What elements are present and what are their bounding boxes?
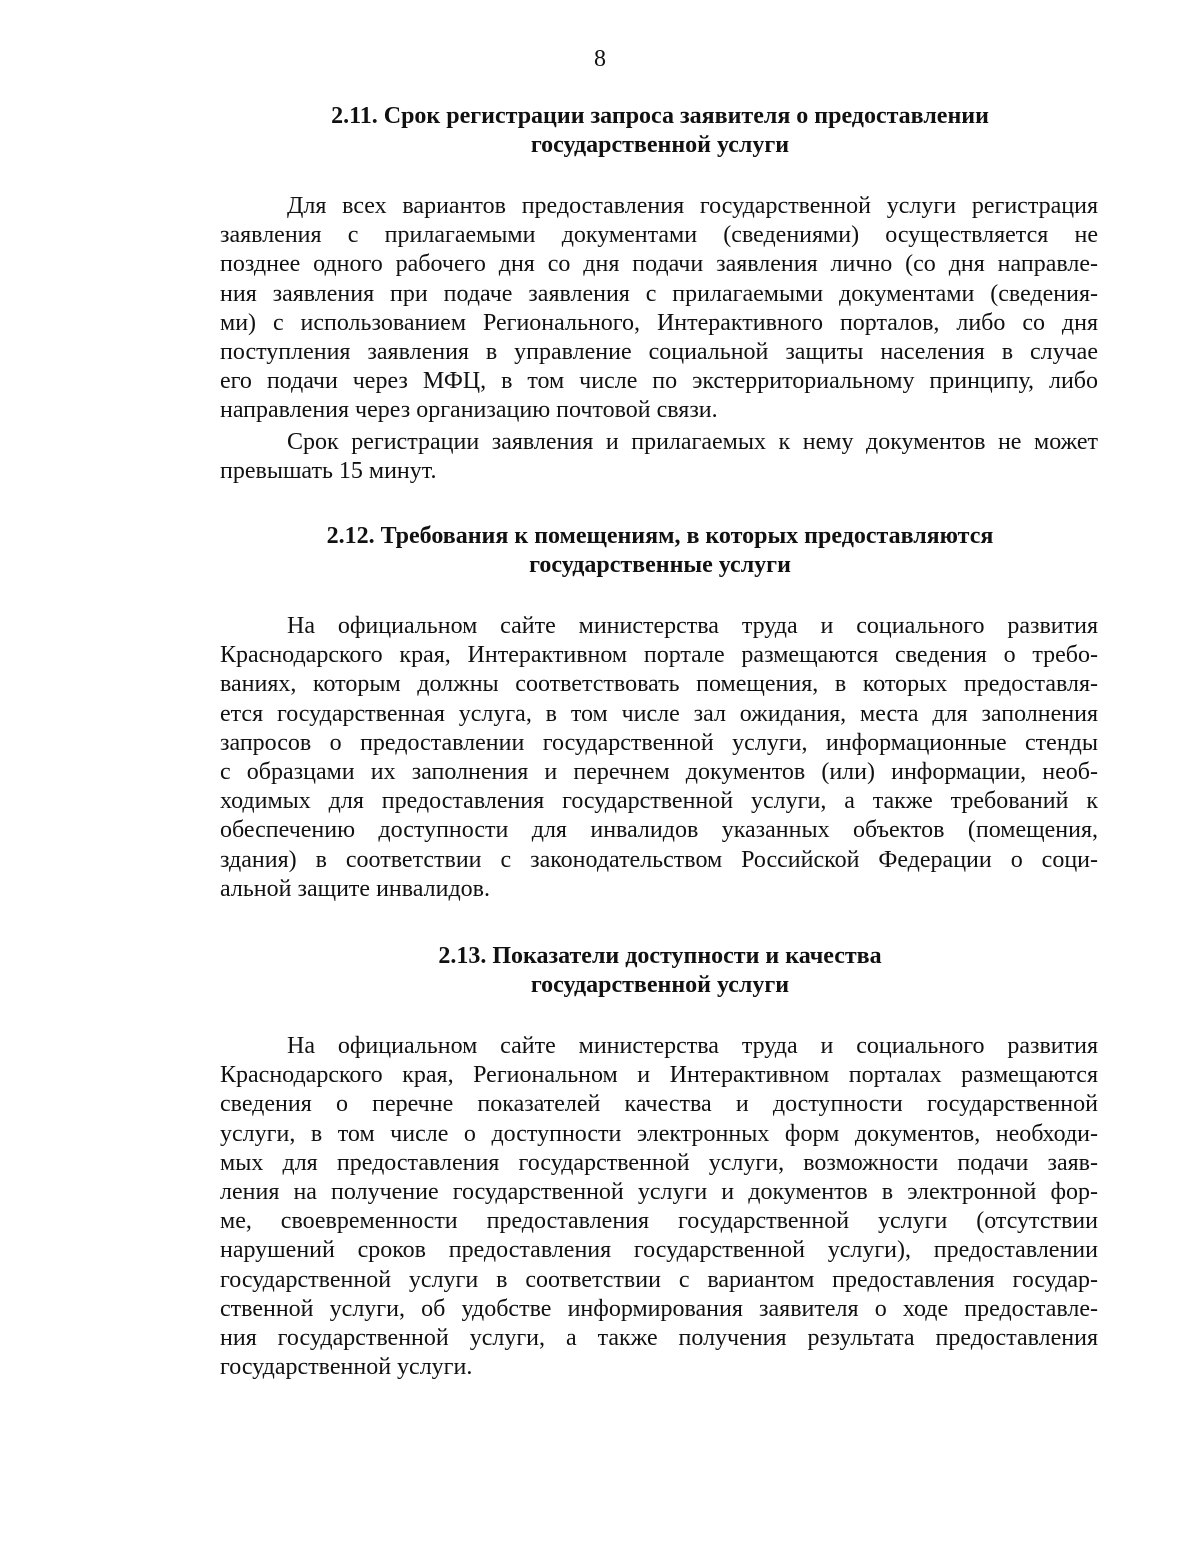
text-line: мых для предоставления государственной услуги, возможности подачи заяв-	[220, 1149, 1098, 1176]
section-heading-2-13	[220, 942, 1100, 1000]
text-line: ми) с использованием Регионального, Интерактивного порталов, либо со дня	[220, 309, 1098, 336]
text-line: Срок регистрации заявления и прилагаемых к нему документов не может	[287, 429, 1098, 455]
text-line: здания) в соответствии с законодательством Российской Федерации о соци-	[220, 846, 1098, 873]
text-line: государственной услуги.	[220, 1354, 473, 1381]
text-line: с образцами их заполнения и перечнем документов (или) информации, необ-	[220, 758, 1098, 785]
text-line: заявления с прилагаемыми документами (сведениями) осуществляется не	[220, 222, 1098, 249]
section-heading-2-11	[220, 102, 1100, 160]
text-line: На официальном сайте министерства труда и социального развития	[287, 1033, 1098, 1059]
text-line: направления через организацию почтовой связи.	[220, 397, 718, 424]
paragraph	[220, 428, 1098, 486]
heading-line: 2.12. Требования к помещениям, в которых предоставляются	[326, 523, 994, 549]
paragraph	[220, 192, 1098, 426]
text-line: ния заявления при подаче заявления с прилагаемыми документами (сведения-	[220, 280, 1098, 307]
text-line: ления на получение государственной услуги и документов в электронной фор-	[220, 1178, 1098, 1205]
text-line: Краснодарского края, Региональном и Интерактивном порталах размещаются	[220, 1062, 1098, 1089]
heading-line: 2.11. Срок регистрации запроса заявителя о предоставлении	[331, 103, 989, 129]
text-line: его подачи через МФЦ, в том числе по экстерриториальному принципу, либо	[220, 368, 1098, 395]
text-line: Для всех вариантов предоставления государственной услуги регистрация	[287, 193, 1098, 219]
paragraph	[220, 612, 1098, 904]
text-line: сведения о перечне показателей качества и доступности государственной	[220, 1091, 1098, 1118]
text-line: ственной услуги, об удобстве информирования заявителя о ходе предоставле-	[220, 1295, 1098, 1322]
text-line: государственной услуги в соответствии с вариантом предоставления государ-	[220, 1266, 1098, 1293]
text-line: ваниях, которым должны соответствовать помещения, в которых предоставля-	[220, 671, 1098, 698]
text-line: нарушений сроков предоставления государственной услуги), предоставлении	[220, 1237, 1098, 1264]
text-line: альной защите инвалидов.	[220, 875, 490, 902]
text-line: ния государственной услуги, а также получения результата предоставления	[220, 1324, 1098, 1351]
text-line: ходимых для предоставления государственной услуги, а также требований к	[220, 788, 1098, 815]
heading-line: государственной услуги	[530, 972, 790, 998]
text-line: услуги, в том числе о доступности электронных форм документов, необходи-	[220, 1120, 1098, 1147]
text-line: Краснодарского края, Интерактивном портале размещаются сведения о требо-	[220, 642, 1098, 669]
text-line: На официальном сайте министерства труда и социального развития	[287, 613, 1098, 639]
text-line: ется государственная услуга, в том числе зал ожидания, места для заполнения	[220, 700, 1098, 727]
text-line: позднее одного рабочего дня со дня подачи заявления лично (со дня направле-	[220, 251, 1098, 278]
text-line: поступления заявления в управление социальной защиты населения в случае	[220, 338, 1098, 365]
heading-line: государственные услуги	[529, 552, 791, 578]
text-line: ме, своевременности предоставления государственной услуги (отсутствии	[220, 1208, 1098, 1235]
heading-line: государственной услуги	[530, 132, 790, 158]
text-line: превышать 15 минут.	[220, 458, 437, 485]
text-line: обеспечению доступности для инвалидов указанных объектов (помещения,	[220, 817, 1098, 844]
paragraph	[220, 1032, 1098, 1382]
page-number: 8	[594, 46, 606, 72]
heading-line: 2.13. Показатели доступности и качества	[438, 943, 882, 969]
section-heading-2-12	[220, 522, 1100, 580]
text-line: запросов о предоставлении государственной услуги, информационные стенды	[220, 729, 1098, 756]
